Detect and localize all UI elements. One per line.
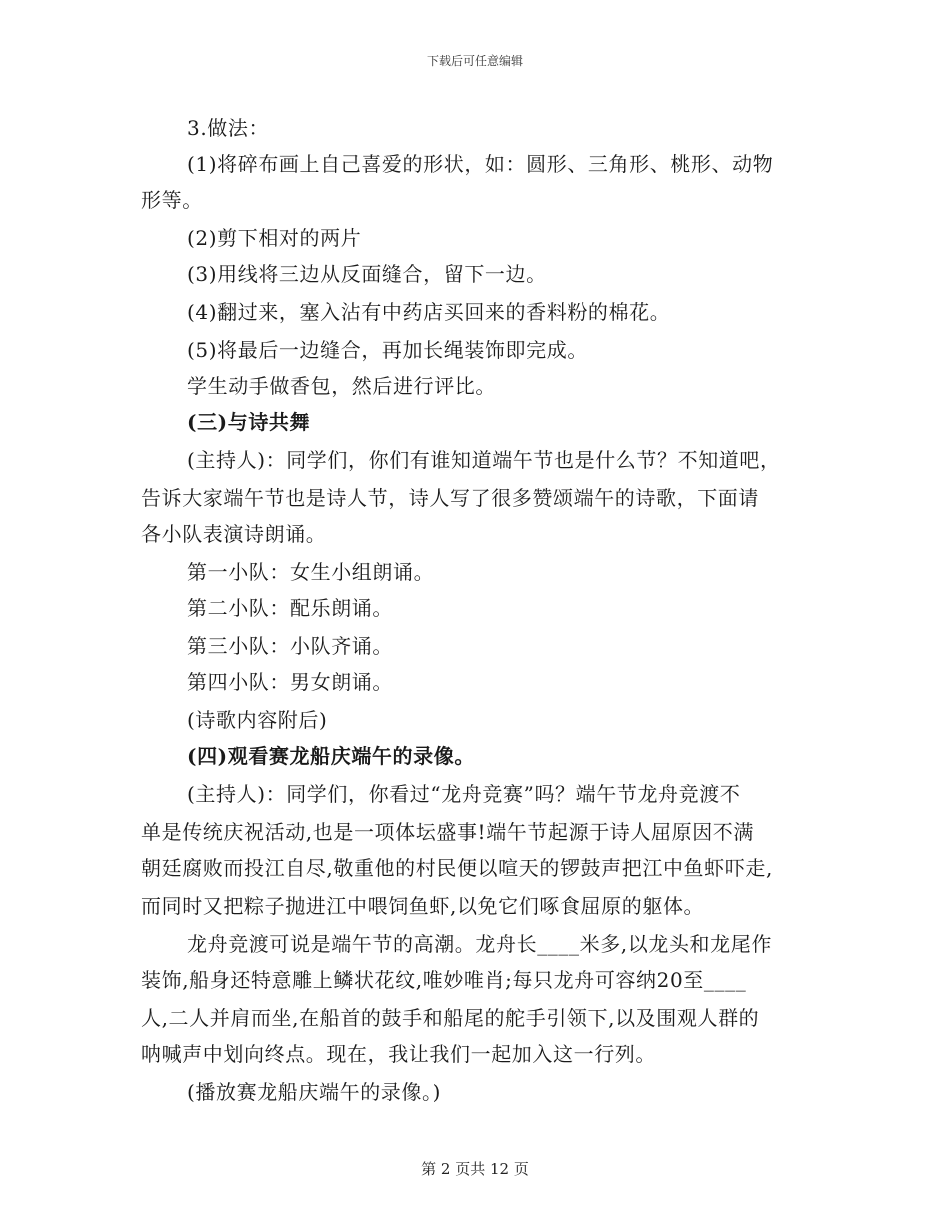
paragraph-line: (主持人)：同学们，你们有谁知道端午节也是什么节？不知道吧， [187, 448, 781, 472]
paragraph-line: 朝廷腐败而投江自尽,敬重他的村民便以喧天的锣鼓声把江中鱼虾吓走, [141, 856, 773, 880]
note-line: (诗歌内容附后) [187, 708, 328, 732]
paragraph-line: 装饰,船身还特意雕上鳞状花纹,唯妙唯肖;每只龙舟可容纳20至____ [141, 968, 747, 992]
step-5-line: (5)将最后一边缝合，再加长绳装饰即完成。 [187, 338, 588, 362]
section-heading: (四)观看赛龙船庆端午的录像。 [187, 744, 475, 768]
step-title: 3.做法： [187, 116, 270, 140]
paragraph-line: 告诉大家端午节也是诗人节，诗人写了很多赞颂端午的诗歌，下面请 [141, 486, 759, 510]
team-line: 第二小队：配乐朗诵。 [187, 596, 393, 620]
paragraph-line: 龙舟竞渡可说是端午节的高潮。龙舟长____米多,以龙头和龙尾作 [187, 932, 772, 956]
page-header: 下载后可任意编辑 [426, 54, 523, 68]
team-line: 第三小队：小队齐诵。 [187, 634, 393, 658]
note-line: (播放赛龙船庆端午的录像。) [187, 1080, 442, 1104]
step-2-line: (2)剪下相对的两片 [187, 226, 362, 250]
step-3-line: (3)用线将三边从反面缝合，留下一边。 [187, 262, 547, 286]
page-footer: 第 2 页共 12 页 [421, 1160, 529, 1178]
paragraph-line: (主持人)：同学们，你看过“龙舟竞赛”吗？端午节龙舟竞渡不 [187, 782, 741, 806]
section-heading: (三)与诗共舞 [187, 410, 311, 434]
paragraph-line: 各小队表演诗朗诵。 [141, 522, 327, 546]
team-line: 第四小队：男女朗诵。 [187, 670, 393, 694]
paragraph-line: 学生动手做香包，然后进行评比。 [187, 374, 496, 398]
step-4-line: (4)翻过来，塞入沾有中药店买回来的香料粉的棉花。 [187, 300, 671, 324]
paragraph-line: 人,二人并肩而坐,在船首的鼓手和船尾的舵手引领下,以及围观人群的 [141, 1006, 760, 1030]
team-line: 第一小队：女生小组朗诵。 [187, 560, 435, 584]
paragraph-line: 单是传统庆祝活动,也是一项体坛盛事!端午节起源于诗人屈原因不满 [141, 820, 754, 844]
step-1-continued: 形等。 [141, 188, 203, 212]
paragraph-line: 呐喊声中划向终点。现在，我让我们一起加入这一行列。 [141, 1042, 656, 1066]
step-1-line: (1)将碎布画上自己喜爱的形状，如：圆形、三角形、桃形、动物 [187, 152, 774, 176]
paragraph-line: 而同时又把粽子抛进江中喂饲鱼虾,以免它们啄食屈原的躯体。 [141, 894, 705, 918]
